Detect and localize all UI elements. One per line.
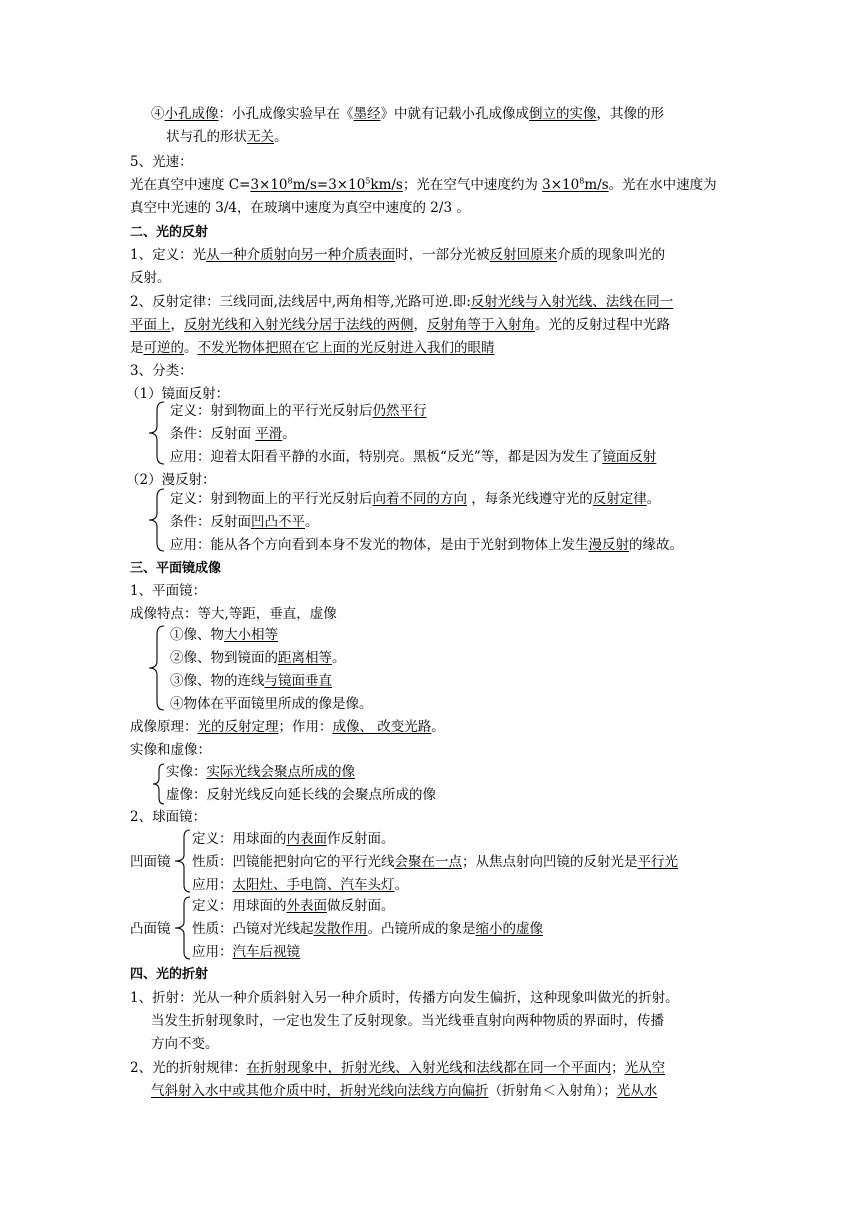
underlined-term: 会聚在一点 xyxy=(394,854,462,870)
text: 状与孔的形状 xyxy=(166,129,247,145)
diffuse-condition xyxy=(170,511,319,534)
text: 。光在水中速度为 xyxy=(608,177,717,193)
text: 性质：凹镜能把射向它的平行光线 xyxy=(192,854,395,870)
underlined-term: 太阳灶、手电筒、汽车头灯 xyxy=(232,877,395,893)
feature-equal-size xyxy=(170,624,278,647)
paragraph-pinhole-cont xyxy=(166,126,288,149)
underlined-term: 光的反射定理 xyxy=(197,719,279,735)
value-vacuum-speed xyxy=(250,177,402,193)
text: km/s xyxy=(370,177,403,193)
underlined-term: 光从空 xyxy=(624,1060,666,1076)
imaging-features: 成像特点：等大,等距，垂直，虚像 xyxy=(130,606,337,622)
superscript: 8 xyxy=(287,176,293,186)
underlined-term: 反射光线与入射光线、法线在同一 xyxy=(470,294,674,310)
superscript: 8 xyxy=(579,176,585,186)
section-title-plane-mirror: 三、平面镜成像 xyxy=(130,561,222,576)
text: 。 xyxy=(274,129,288,145)
text: 作反射面。 xyxy=(327,831,395,847)
underlined-term: 发散作用 xyxy=(313,921,368,937)
text: 1、定义：光 xyxy=(130,247,207,263)
heading-plane-mirror: 1、平面镜： xyxy=(130,583,207,599)
text: 的缘故。 xyxy=(629,537,683,553)
concave-definition xyxy=(192,828,395,851)
text: 应用： xyxy=(192,877,233,893)
text: 3×10 xyxy=(542,177,580,193)
underlined-term: 大小相等 xyxy=(224,627,278,643)
text: 介质的现象叫光的 xyxy=(557,247,666,263)
text: ：小孔成像实验早在《 xyxy=(218,106,354,122)
text: 定义：射到物面上的平行光反射后 xyxy=(170,403,373,419)
text: 应用： xyxy=(192,944,233,960)
text: 定义：用球面的 xyxy=(192,898,287,914)
virtual-image: 虚像：反射光线反向延长线的会聚点所成的像 xyxy=(166,787,436,803)
text: 。 xyxy=(332,650,346,666)
text: 》中就有记载小孔成像成 xyxy=(380,106,529,122)
paragraph-reflection-law-cont xyxy=(130,314,670,337)
heading-light-speed: 5、光速： xyxy=(130,154,193,170)
underlined-term: 平面上 xyxy=(130,317,171,333)
section-title-refraction: 四、光的折射 xyxy=(130,967,209,982)
underlined-term: 汽车后视镜 xyxy=(232,944,300,960)
specular-condition xyxy=(170,423,296,446)
heading-spherical-mirror: 2、球面镜： xyxy=(130,809,207,825)
text: 应用：能从各个方向看到本身不发光的物体，是由于光射到物体上发生 xyxy=(170,537,589,553)
underlined-term: 凹凸不平 xyxy=(251,514,305,530)
underlined-term: 平行光 xyxy=(637,854,678,870)
text: 。 xyxy=(282,426,296,442)
brace-icon xyxy=(150,762,166,806)
heading-real-virtual: 实像和虚像： xyxy=(130,742,211,758)
text: 成像原理： xyxy=(130,719,198,735)
underlined-term: 内表面 xyxy=(286,831,327,847)
underlined-term: 反射定律 xyxy=(592,491,647,507)
term-unrelated: 无关 xyxy=(247,129,274,145)
real-image xyxy=(166,761,355,784)
brace-icon xyxy=(146,624,166,712)
convex-application xyxy=(192,941,300,964)
text: 是 xyxy=(130,340,144,356)
value-air-speed xyxy=(542,177,608,193)
underlined-term: 与镜面垂直 xyxy=(264,673,332,689)
text: 性质：凸镜对光线起 xyxy=(192,921,314,937)
underlined-term: 平滑 xyxy=(255,426,283,442)
text: 条件：反射面 xyxy=(170,514,251,530)
text: 3×10 xyxy=(250,177,288,193)
text: ，每条光线遵守光的 xyxy=(467,491,593,507)
paragraph-reflection-definition xyxy=(130,244,665,267)
concave-application xyxy=(192,874,408,897)
circled-number: ④ xyxy=(151,106,165,122)
imaging-principle xyxy=(130,716,445,739)
text: 2、反射定律：三线同面,法线居中,两角相等,光路可逆.即: xyxy=(130,294,471,310)
diffuse-application xyxy=(170,534,683,557)
underlined-term: 气斜射入水中或其他介质中时，折射光线向法线方向偏折 xyxy=(151,1083,489,1099)
superscript: 5 xyxy=(365,176,371,186)
text: 2、光的折射规律： xyxy=(130,1060,247,1076)
text: ；作用： xyxy=(278,719,333,735)
brace-icon xyxy=(146,487,166,553)
specular-definition xyxy=(170,400,427,423)
underlined-term: 可逆的 xyxy=(143,340,184,356)
underlined-term: 向着不同的方向 xyxy=(372,491,467,507)
feature-perpendicular xyxy=(170,670,332,693)
section-title-reflection: 二、光的反射 xyxy=(130,225,209,240)
text: m/s xyxy=(584,177,609,193)
underlined-term: 反射角等于入射角 xyxy=(427,317,535,333)
term-pinhole: 小孔成像 xyxy=(164,106,219,122)
text: ；光在空气中速度约为 xyxy=(402,177,543,193)
paragraph-pinhole xyxy=(151,103,664,126)
text: 。 xyxy=(184,340,198,356)
brace-icon xyxy=(146,400,166,466)
text: ③像、物的连线 xyxy=(170,673,265,689)
heading-specular-reflection: （1）镜面反射： xyxy=(126,386,230,402)
brace-icon xyxy=(172,828,192,894)
paragraph-reflection-definition-cont: 反射。 xyxy=(130,270,171,286)
underlined-term: 距离相等 xyxy=(278,650,332,666)
text: 做反射面。 xyxy=(327,898,395,914)
text: 条件：反射面 xyxy=(170,426,256,442)
text: ， xyxy=(170,317,184,333)
underlined-term: 光从水 xyxy=(616,1083,658,1099)
paragraph-refraction-definition-cont: 当发生折射现象时，一定也发生了反射现象。当光线垂直射向两种物质的界面时，传播 xyxy=(151,1013,664,1029)
underlined-term: 仍然平行 xyxy=(372,403,427,419)
underlined-term: 成像、 改变光路 xyxy=(332,719,432,735)
text: 。 xyxy=(431,719,445,735)
text: 。凸镜所成的象是 xyxy=(367,921,476,937)
text: 。 xyxy=(394,877,408,893)
convex-definition xyxy=(192,895,395,918)
text: 应用：迎着太阳看平静的水面，特别亮。黑板“反光”等，都是因为发生了 xyxy=(170,449,603,465)
text: ②像、物到镜面的 xyxy=(170,650,278,666)
underlined-term: 从一种介质射向另一种介质表面 xyxy=(206,247,396,263)
concave-property xyxy=(192,851,678,874)
underlined-term: 不发光物体把照在它上面的光反射进入我们的眼睛 xyxy=(197,340,495,356)
paragraph-refraction-law xyxy=(130,1057,665,1080)
text: ；从焦点射向凹镜的反射光是 xyxy=(462,854,638,870)
underlined-term: 镜面反射 xyxy=(602,449,657,465)
text: 。 xyxy=(646,491,661,507)
paragraph-reflection-law-cont2 xyxy=(130,337,495,360)
text: 。 xyxy=(305,514,319,530)
text: 时，一部分光被 xyxy=(395,247,490,263)
text: ，其像的形 xyxy=(596,106,664,122)
text: （折射角＜入射角）； xyxy=(488,1083,617,1099)
text: 实像： xyxy=(166,764,207,780)
text: ①像、物 xyxy=(170,627,224,643)
text: ， xyxy=(413,317,427,333)
underlined-term: 缩小的虚像 xyxy=(475,921,543,937)
term-inverted-real-image: 倒立的实像 xyxy=(529,106,597,122)
paragraph-light-speed xyxy=(130,174,717,197)
underlined-term: 外表面 xyxy=(286,898,327,914)
term-mojing: 墨经 xyxy=(353,106,381,122)
text: 定义：射到物面上的平行光反射后 xyxy=(170,491,373,507)
text: ； xyxy=(611,1060,625,1076)
underlined-term: 在折射现象中，折射光线、入射光线和法线都在同一个平面内 xyxy=(246,1060,612,1076)
text: 光在真空中速度 C= xyxy=(130,177,251,193)
convex-label: 凸面镜 xyxy=(130,921,171,937)
heading-diffuse-reflection: （2）漫反射： xyxy=(126,472,216,488)
text: 定义：用球面的 xyxy=(192,831,287,847)
paragraph-reflection-law xyxy=(130,291,673,314)
diffuse-definition xyxy=(170,488,660,511)
text: 。光的反射过程中光路 xyxy=(535,317,670,333)
paragraph-light-speed-cont: 真空中光速的 3/4，在玻璃中速度为真空中速度的 2/3 。 xyxy=(130,200,470,216)
feature-equal-distance xyxy=(170,647,346,670)
underlined-term: 漫反射 xyxy=(588,537,629,553)
feature-virtual-image: ④物体在平面镜里所成的像是像。 xyxy=(170,696,373,712)
concave-label: 凹面镜 xyxy=(130,854,171,870)
brace-icon xyxy=(172,895,192,961)
underlined-term: 反射回原来 xyxy=(489,247,558,263)
underlined-term: 实际光线会聚点所成的像 xyxy=(206,764,355,780)
convex-property xyxy=(192,918,543,941)
paragraph-refraction-definition-cont2: 方向不变。 xyxy=(151,1036,219,1052)
paragraph-refraction-law-cont xyxy=(151,1080,657,1103)
text: m/s=3×10 xyxy=(292,177,366,193)
specular-application xyxy=(170,446,656,469)
heading-classification: 3、分类： xyxy=(130,363,193,379)
underlined-term: 反射光线和入射光线分居于法线的两侧 xyxy=(184,317,414,333)
paragraph-refraction-definition: 1、折射：光从一种介质斜射入另一种介质时，传播方向发生偏折，这种现象叫做光的折射。 xyxy=(130,990,679,1006)
